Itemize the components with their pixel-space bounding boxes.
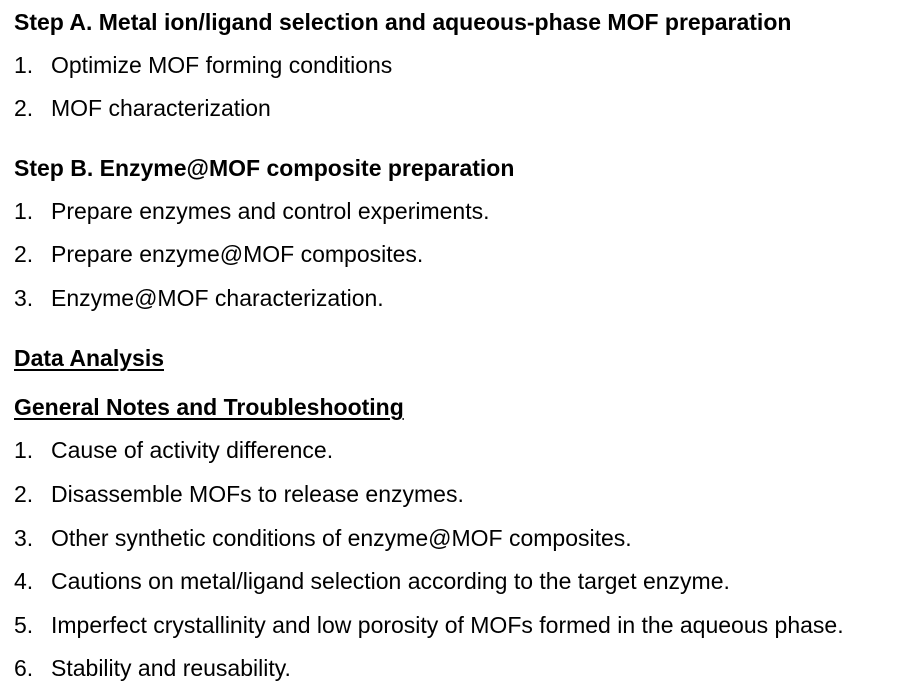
- notes-item-2: [14, 480, 464, 508]
- item-text: Prepare enzymes and control experiments.: [51, 198, 490, 224]
- item-text: Disassemble MOFs to release enzymes.: [51, 481, 464, 507]
- item-number: 2.: [14, 481, 34, 507]
- item-number: 1.: [14, 437, 34, 463]
- item-text: Enzyme@MOF characterization.: [51, 285, 384, 311]
- item-number: 1.: [14, 52, 34, 78]
- item-text: Cautions on metal/ligand selection according to the target enzyme.: [51, 568, 730, 594]
- item-number: 2.: [14, 241, 34, 267]
- item-text: Cause of activity difference.: [51, 437, 334, 463]
- item-text: Imperfect crystallinity and low porosity of MOFs formed in the aqueous phase.: [51, 612, 844, 638]
- item-text: Stability and reusability.: [51, 655, 291, 681]
- item-text: Optimize MOF forming conditions: [51, 52, 393, 78]
- item-number: 1.: [14, 198, 34, 224]
- step-a-item-1: [14, 51, 392, 79]
- notes-item-1: [14, 436, 333, 464]
- item-text: Prepare enzyme@MOF composites.: [51, 241, 424, 267]
- notes-item-5: [14, 611, 844, 639]
- item-number: 5.: [14, 612, 34, 638]
- item-number: 2.: [14, 95, 34, 121]
- step-b-heading: Step B. Enzyme@MOF composite preparation: [14, 155, 515, 181]
- notes-item-6: [14, 654, 291, 682]
- item-number: 6.: [14, 655, 34, 681]
- step-b-item-1: [14, 197, 490, 225]
- data-analysis-heading: Data Analysis: [14, 345, 164, 371]
- item-number: 3.: [14, 285, 34, 311]
- step-b-item-2: [14, 240, 423, 268]
- item-number: 4.: [14, 568, 34, 594]
- item-text: Other synthetic conditions of enzyme@MOF composites.: [51, 525, 632, 551]
- item-number: 3.: [14, 525, 34, 551]
- notes-heading: General Notes and Troubleshooting: [14, 394, 404, 420]
- notes-item-3: [14, 524, 632, 552]
- step-a-heading: Step A. Metal ion/ligand selection and aqueous-phase MOF preparation: [14, 9, 792, 35]
- step-b-item-3: [14, 284, 384, 312]
- item-text: MOF characterization: [51, 95, 271, 121]
- step-a-item-2: [14, 94, 271, 122]
- notes-item-4: [14, 567, 730, 595]
